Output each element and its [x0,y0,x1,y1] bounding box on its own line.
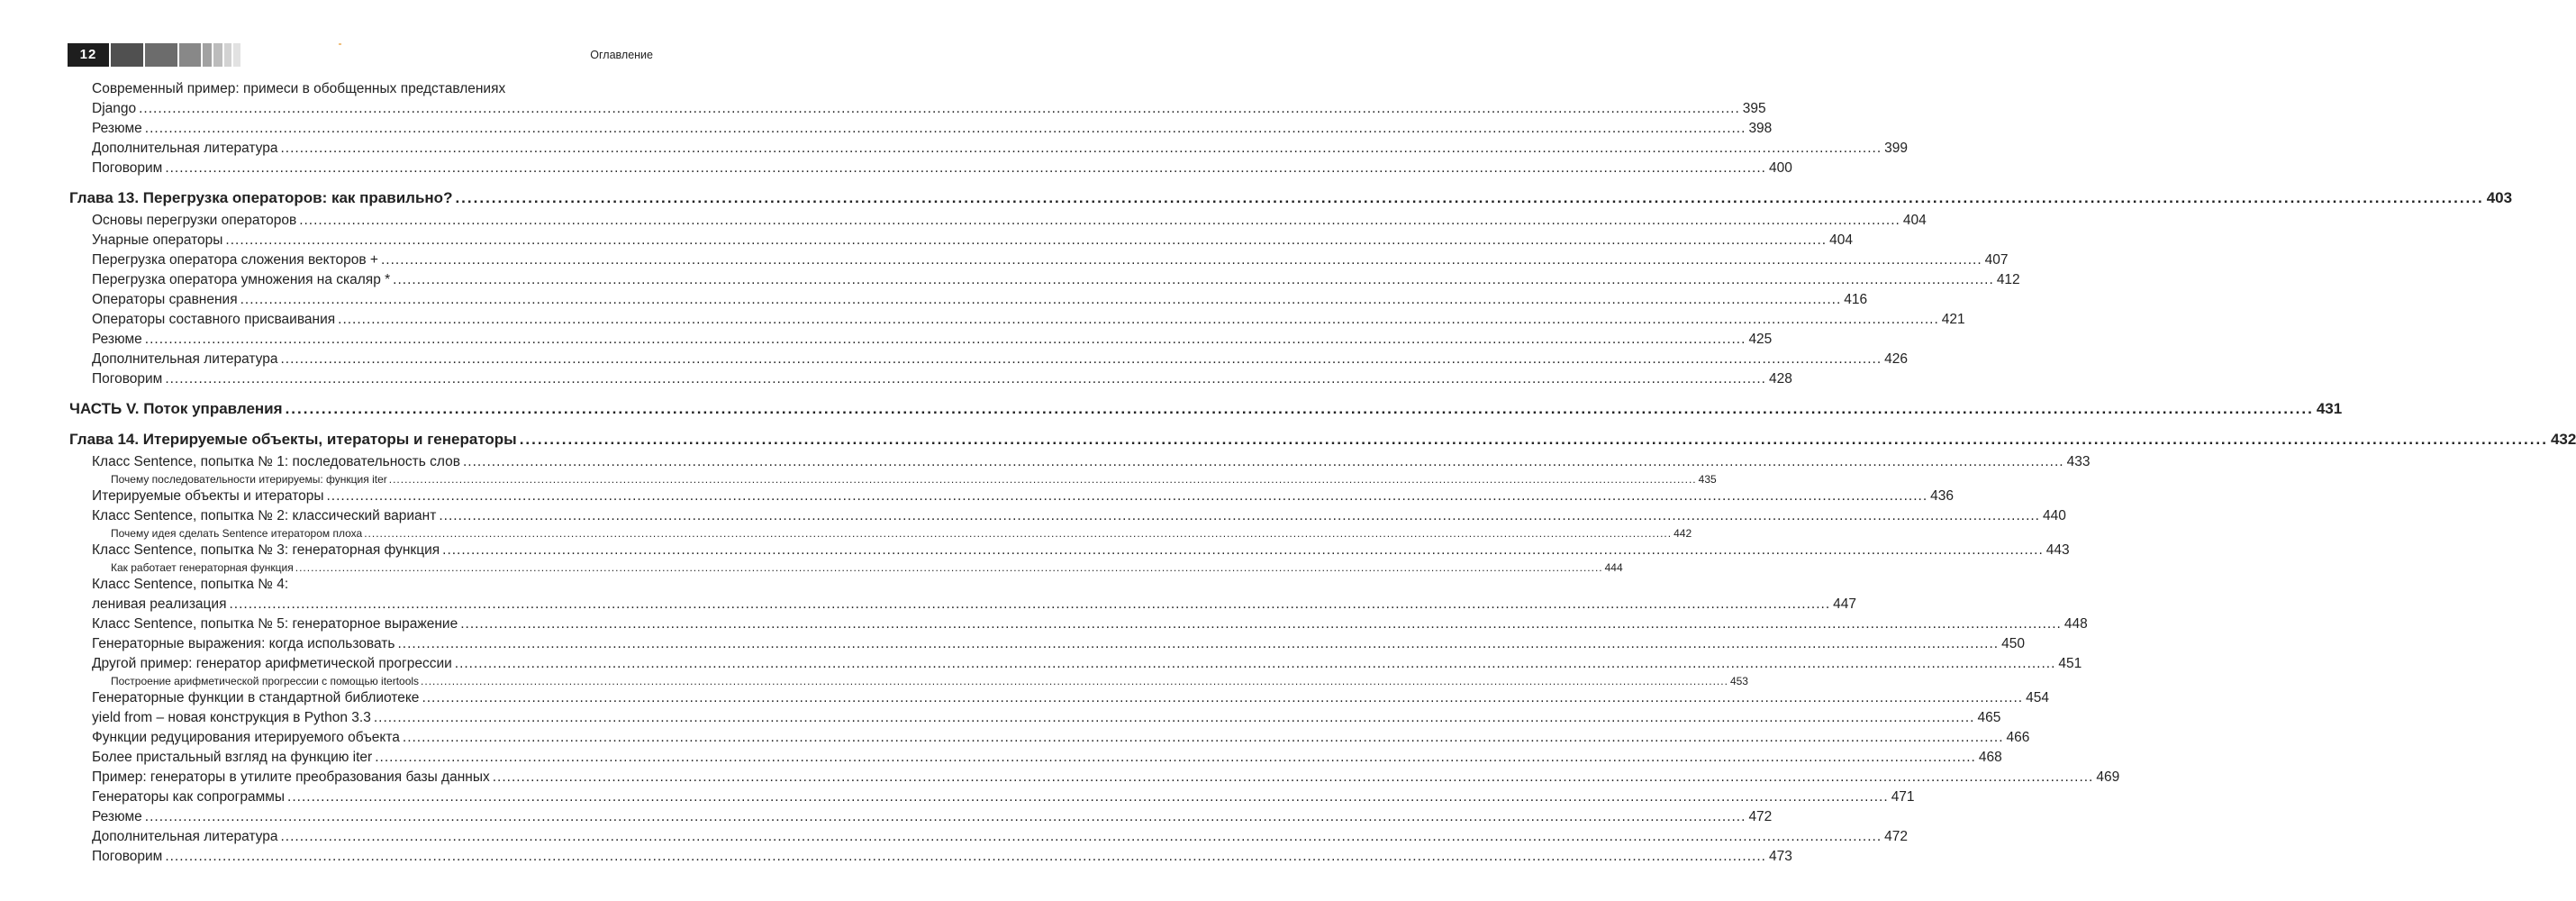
toc-entry-wrapped-line: Класс Sentence, попытка № 4: [92,577,289,592]
dot-leader [460,614,2062,634]
toc-entry-title: Поговорим [92,371,163,387]
dot-leader [327,487,1928,506]
toc-entry-title: Более пристальный взгляд на функцию iter [92,750,373,765]
toc-entry-title: yield from – новая конструкция в Python 3.3 [92,710,371,725]
header-bar [179,43,201,67]
toc-entry-page: 433 [2066,454,2091,469]
toc-entry-title: Дополнительная литература [92,829,278,844]
dot-leader [165,369,1766,389]
dot-leader [455,187,2483,209]
dot-leader [439,506,2040,526]
dot-leader [145,119,1746,139]
toc-entry-page: 469 [2096,769,2120,785]
toc-entry-title: Итерируемые объекты и итераторы [92,488,324,504]
toc-entry-page: 468 [1978,750,2002,765]
toc-entry [69,330,1773,350]
toc-entry-title: Перегрузка оператора сложения векторов + [92,252,378,268]
dot-leader [139,99,1740,119]
toc-entry [69,768,2120,787]
toc-entry-page: 472 [1748,809,1773,824]
toc-entry-title: Резюме [92,809,142,824]
toc-entry [69,654,2082,674]
toc-subentry-page: 435 [1698,473,1717,486]
toc-entry [69,369,1792,389]
toc-entry-title: Операторы составного присваивания [92,312,336,327]
toc-subentry [69,560,1623,575]
dot-leader [374,708,1975,728]
header-bar [233,43,240,67]
toc-entry [69,270,2020,290]
dot-leader [281,350,1882,369]
toc-subentry-title: Почему последовательности итерируемы: функция iter [111,473,387,486]
toc-entry [69,541,2070,560]
dot-leader [240,290,1842,310]
part-page: 431 [2316,400,2343,417]
toc-entry-page: 448 [2064,616,2088,632]
toc-entry [69,159,1792,178]
header-bar [145,43,177,67]
header-bar [111,43,143,67]
toc-entry [69,728,2030,748]
toc-entry-title: Класс Sentence, попытка № 3: генераторная функция [92,542,440,558]
dot-leader [463,452,2064,472]
toc-entry-page: 404 [1902,213,1927,228]
toc-entry [69,634,2025,654]
toc-subentry-title: Почему идея сделать Sentence итератором плоха [111,527,363,540]
toc-entry-page: 426 [1884,351,1909,367]
toc-entry [69,350,1909,369]
header-bar [213,43,222,67]
dot-leader [389,472,1697,487]
toc-chapter-heading [69,429,2576,450]
header-bar [203,43,212,67]
toc-entry-page: 447 [1833,596,1857,612]
dot-leader [397,634,1999,654]
toc-entry-title: Дополнительная литература [92,351,278,367]
toc-entry-page: 407 [1984,252,2009,268]
dot-leader [493,768,2094,787]
toc-entry-page: 428 [1768,371,1792,387]
toc-entry [69,614,2088,634]
print-mark [339,43,341,45]
toc-entry-title: Поговорим [92,160,163,176]
dot-leader [455,654,2056,674]
toc-entry [69,250,2009,270]
toc-entry-title: Пример: генераторы в утилите преобразования базы данных [92,769,490,785]
toc-entry [69,708,2001,728]
toc-entry-page: 471 [1891,789,1915,805]
toc-entry-title: Генераторные функции в стандартной библиотеке [92,690,420,705]
toc-entry [69,310,1965,330]
toc-entry-title: Дополнительная литература [92,141,278,156]
toc-entry-page: 398 [1748,121,1773,136]
toc-entry-page: 421 [1941,312,1965,327]
dot-leader [393,270,1994,290]
chapter-title: Глава 14. Итерируемые объекты, итераторы и генераторы [69,431,517,448]
toc-entry-title: Поговорим [92,849,163,864]
toc-entry-page: 400 [1768,160,1792,176]
toc-subentry-page: 444 [1604,561,1623,574]
dot-leader [295,560,1603,575]
header-gradient-bars [111,43,240,67]
section-title: Оглавление [590,49,653,61]
dot-leader [403,728,2004,748]
dot-leader [338,310,1939,330]
dot-leader [165,159,1766,178]
toc-entry-title: ленивая реализация [92,596,227,612]
toc-entry [69,211,1927,231]
dot-leader [225,231,1827,250]
toc-subentry-title: Как работает генераторная функция [111,561,294,574]
toc-entry-title: Класс Sentence, попытка № 2: классический вариант [92,508,437,523]
toc-entry-wrapped-line: Современный пример: примеси в обобщенных представлениях [92,81,506,96]
dot-leader [287,787,1889,807]
toc-entry [69,688,2049,708]
dot-leader [520,429,2548,450]
toc-entry-page: 399 [1884,141,1909,156]
dot-leader [381,250,1982,270]
toc-entry-page: 450 [2001,636,2025,651]
toc-entry-title: Django [92,101,137,116]
page-number: 12 [68,43,109,67]
dot-leader [364,526,1672,541]
toc-entry-title: Резюме [92,332,142,347]
toc-entry [69,119,1773,139]
toc-entry [69,595,1857,614]
toc-subentry-page: 453 [1729,675,1748,687]
toc-entry-page: 404 [1829,232,1853,248]
toc-entry [69,231,1853,250]
dot-leader [286,398,2314,420]
toc-subentry [69,472,1717,487]
toc-entry [69,827,1909,847]
toc-entry-page: 465 [1977,710,2001,725]
dot-leader [145,330,1746,350]
toc-entry-title: Класс Sentence, попытка № 5: генераторное выражение [92,616,458,632]
toc-entry [69,487,1955,506]
toc-entry [69,748,2002,768]
toc-chapter-heading [69,187,2513,209]
toc-entry [69,99,1766,119]
table-of-contents [69,79,2576,867]
toc-entry [69,847,1792,867]
chapter-page: 432 [2550,431,2576,448]
toc-entry-title: Резюме [92,121,142,136]
toc-entry-title: Перегрузка оператора умножения на скаляр * [92,272,391,287]
page-header [0,0,721,72]
dot-leader [281,827,1882,847]
toc-entry [69,787,1915,807]
dot-leader [422,688,2023,708]
toc-entry-title: Класс Sentence, попытка № 1: последовательность слов [92,454,460,469]
dot-leader [299,211,1900,231]
toc-entry [69,290,1868,310]
part-title: ЧАСТЬ V. Поток управления [69,400,283,417]
toc-part-heading [69,398,2343,420]
header-bar [224,43,231,67]
toc-entry-page: 443 [2045,542,2070,558]
dot-leader [165,847,1766,867]
toc-entry-page: 416 [1844,292,1868,307]
toc-subentry-page: 442 [1673,527,1692,540]
toc-entry [69,452,2091,472]
toc-entry-title: Основы перегрузки операторов [92,213,297,228]
toc-entry-title: Функции редуцирования итерируемого объекта [92,730,400,745]
toc-entry-page: 440 [2043,508,2066,523]
chapter-page: 403 [2486,189,2513,206]
toc-subentry [69,526,1692,541]
toc-entry-page: 412 [1996,272,2020,287]
dot-leader [229,595,1830,614]
toc-subentry-title: Построение арифметической прогрессии с помощью itertools [111,675,420,687]
dot-leader [375,748,1976,768]
toc-entry-page: 473 [1768,849,1792,864]
toc-entry-title: Унарные операторы [92,232,223,248]
chapter-title: Глава 13. Перегрузка операторов: как правильно? [69,189,453,206]
toc-entry-page: 436 [1930,488,1955,504]
toc-entry-page: 472 [1884,829,1909,844]
toc-entry-page: 466 [2006,730,2030,745]
dot-leader [421,674,1728,688]
toc-entry-page: 395 [1742,101,1766,116]
toc-entry-page: 454 [2026,690,2049,705]
toc-entry-title: Генераторы как сопрограммы [92,789,286,805]
toc-entry-title: Другой пример: генератор арифметической прогрессии [92,656,452,671]
dot-leader [442,541,2044,560]
toc-subentry [69,674,1748,688]
toc-entry [69,807,1773,827]
toc-entry-title: Операторы сравнения [92,292,238,307]
dot-leader [145,807,1746,827]
toc-entry-title: Генераторные выражения: когда использовать [92,636,395,651]
toc-entry [69,506,2066,526]
toc-entry-page: 425 [1748,332,1773,347]
toc-entry [69,139,1909,159]
toc-entry-page: 451 [2058,656,2082,671]
dot-leader [281,139,1882,159]
